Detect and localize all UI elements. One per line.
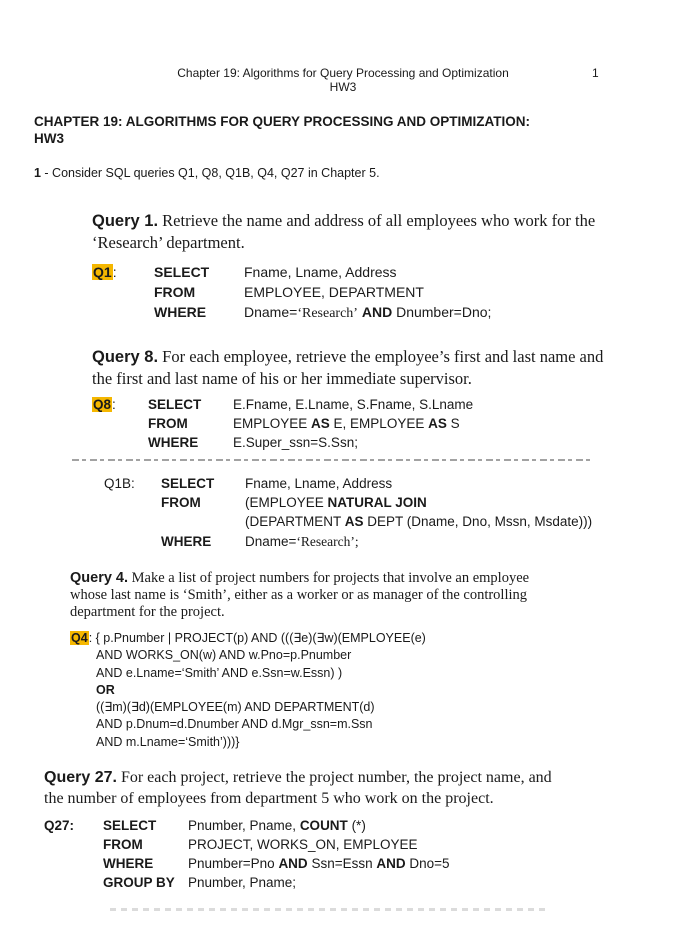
bottom-remnant <box>110 908 550 911</box>
page-title-line1: CHAPTER 19: ALGORITHMS FOR QUERY PROCESSING AND OPTIMIZATION: <box>34 114 531 129</box>
q27-where-kw: WHERE <box>103 856 154 871</box>
page-title-line2: HW3 <box>34 131 64 146</box>
header-hw: HW3 <box>329 80 357 94</box>
query27-desc-line1: For each project, retrieve the project number, the project name, and <box>116 769 552 786</box>
q1b-from-val <box>245 495 427 510</box>
query8-desc-line1: For each employee, retrieve the employee’s first and last name and <box>158 347 604 366</box>
q4-line5: ((∃m)(∃d)(EMPLOYEE(m) AND DEPARTMENT(d) <box>96 700 375 715</box>
q1b-label: Q1B: <box>104 476 135 491</box>
query4-heading: Query 4. <box>70 570 129 586</box>
q4-label-highlight: Q4 <box>71 631 88 645</box>
q1-label <box>92 264 117 280</box>
q1-where-and: AND <box>361 304 393 320</box>
q27-where-b: Ssn=Essn <box>307 856 377 871</box>
q8-where-kw: WHERE <box>148 435 199 450</box>
q1b-from-line2 <box>245 514 592 529</box>
running-header <box>0 66 686 94</box>
q27-select-b: (*) <box>347 818 366 833</box>
q1-where-kw: WHERE <box>154 304 207 320</box>
query8-desc-line2: the first and last name of his or her immediate supervisor. <box>92 369 472 388</box>
q1-colon: : <box>112 264 117 280</box>
cropped-text-remnant <box>72 458 592 463</box>
q4-line1: : { p.Pnumber | PROJECT(p) AND (((∃e)(∃w)(EMPLOYEE(e) <box>88 631 426 645</box>
q8-as2: AS <box>428 416 447 431</box>
query1-heading: Query 1. <box>92 212 159 230</box>
query4-desc-line3: department for the project. <box>70 604 225 620</box>
q8-from-val <box>233 416 460 431</box>
q1b-from-line2-b: DEPT (Dname, Dno, Mssn, Msdate))) <box>363 514 593 529</box>
q4-line3: AND e.Lname=‘Smith’ AND e.Ssn=w.Essn) ) <box>96 665 343 680</box>
q1-where-a: Dname= <box>244 304 298 320</box>
q8-from-kw: FROM <box>148 416 188 431</box>
q1b-as: AS <box>344 514 364 529</box>
q27-groupby-kw: GROUP BY <box>103 875 175 890</box>
query4-desc-line1: Make a list of project numbers for projects that involve an employee <box>128 570 530 586</box>
q1b-where-b: ‘Research’; <box>296 534 359 549</box>
query1-desc-line2: ‘Research’ department. <box>92 233 245 252</box>
q1b-from-kw: FROM <box>161 495 201 510</box>
q8-select-val: E.Fname, E.Lname, S.Fname, S.Lname <box>233 397 474 412</box>
page-number: 1 <box>592 66 599 80</box>
query1-desc-line1: Retrieve the name and address of all employees who work for the <box>158 211 596 230</box>
q8-label-highlight: Q8 <box>93 397 112 412</box>
q1b-select-kw: SELECT <box>161 476 215 491</box>
q27-select-a: Pnumber, Pname, <box>188 818 300 833</box>
q8-as1: AS <box>311 416 330 431</box>
header-title: Chapter 19: Algorithms for Query Processing and Optimization <box>177 66 509 80</box>
q8-from-c: S <box>446 416 460 431</box>
q1-from-kw: FROM <box>154 284 196 300</box>
q1-from-val: EMPLOYEE, DEPARTMENT <box>244 284 424 300</box>
question-1 <box>34 166 380 180</box>
q27-groupby-val: Pnumber, Pname; <box>188 875 297 890</box>
q4-line6: AND p.Dnum=d.Dnumber AND d.Mgr_ssn=m.Ssn <box>96 717 373 732</box>
q27-where-val <box>188 856 450 871</box>
q1-label-highlight: Q1 <box>93 264 112 280</box>
q1-where-c: Dnumber=Dno; <box>396 304 492 320</box>
q1b-from-line2-a: (DEPARTMENT <box>245 514 345 529</box>
q4-expression <box>70 630 426 751</box>
q8-from-a: EMPLOYEE <box>233 416 312 431</box>
question-text: - Consider SQL queries Q1, Q8, Q1B, Q4, Q27 in Chapter 5. <box>40 166 380 180</box>
q1-select-val: Fname, Lname, Address <box>244 264 397 280</box>
q1b-natural-join: NATURAL JOIN <box>327 495 427 510</box>
q27-select-val <box>188 818 366 833</box>
q8-label <box>92 397 116 412</box>
q8-from-b: E, EMPLOYEE <box>329 416 429 431</box>
q1-where-b: ‘Research’ <box>297 306 358 321</box>
q27-from-kw: FROM <box>103 837 143 852</box>
query27-heading: Query 27. <box>44 769 117 786</box>
query8-heading: Query 8. <box>92 348 159 366</box>
question-number: 1 <box>34 166 41 180</box>
q27-count: COUNT <box>299 818 348 833</box>
q8-where-val: E.Super_ssn=S.Ssn; <box>233 435 358 450</box>
q27-and1: AND <box>278 856 308 871</box>
q1b-where-a: Dname= <box>245 534 297 549</box>
q1b-from-a: (EMPLOYEE <box>245 495 328 510</box>
q27-where-c: Dno=5 <box>405 856 450 871</box>
q1-where-val <box>244 304 491 322</box>
q4-line7: AND m.Lname=‘Smith’)))} <box>96 734 240 749</box>
query1-description <box>92 210 595 253</box>
query4-desc-line2: whose last name is ‘Smith’, either as a worker or as manager of the controlling <box>70 587 528 603</box>
query8-description <box>92 346 603 389</box>
q1-select-kw: SELECT <box>154 264 210 280</box>
q27-where-a: Pnumber=Pno <box>188 856 279 871</box>
q27-from-val: PROJECT, WORKS_ON, EMPLOYEE <box>188 837 418 852</box>
query27-desc-line2: the number of employees from department 5 who work on the project. <box>44 790 494 807</box>
q27-and2: AND <box>376 856 406 871</box>
q4-line2: AND WORKS_ON(w) AND w.Pno=p.Pnumber <box>96 648 352 663</box>
q27-label: Q27: <box>44 818 75 833</box>
query27-description <box>44 767 552 809</box>
query4-description <box>70 570 529 621</box>
q8-select-kw: SELECT <box>148 397 202 412</box>
q27-select-kw: SELECT <box>103 818 157 833</box>
page-title <box>34 113 530 147</box>
q4-line4: OR <box>96 682 115 697</box>
q1b-select-val: Fname, Lname, Address <box>245 476 393 491</box>
q1b-where-kw: WHERE <box>161 534 212 549</box>
q1b-where-val <box>245 534 359 550</box>
q8-colon: : <box>112 397 116 412</box>
